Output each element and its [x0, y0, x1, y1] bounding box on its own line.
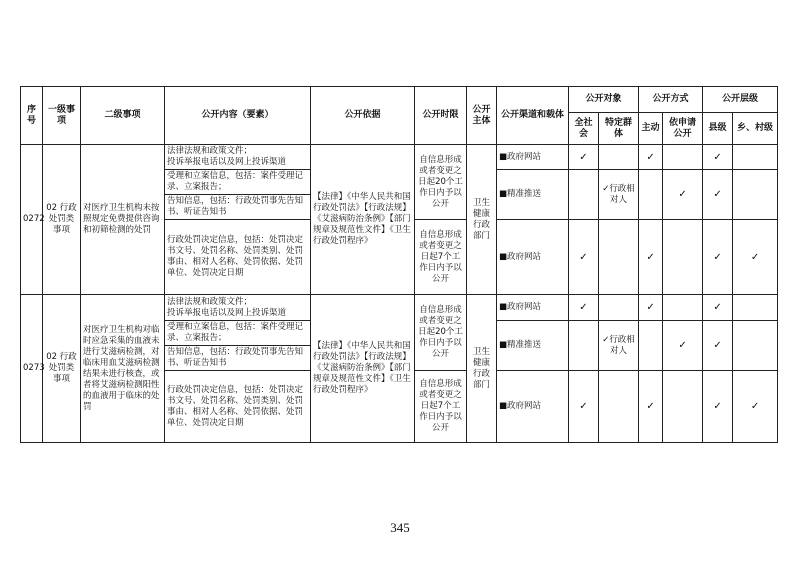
content-decision: 行政处罚决定信息，包括：处罚决定书文号、处罚名称、处罚类别、处罚事由、相对人名称、处罚依据、处罚单位、处罚决定日期 [165, 371, 311, 443]
empty-cell [733, 321, 778, 371]
empty-cell [733, 295, 778, 321]
row-lvl2: 对医疗卫生机构未按照规定免费提供咨询和初筛检测的处罚 [81, 145, 165, 295]
empty-cell [639, 170, 663, 220]
empty-cell [663, 295, 703, 321]
page-number: 345 [390, 520, 410, 535]
empty-cell [663, 145, 703, 170]
header-seq: 序号 [21, 87, 43, 145]
content-accept: 受理和立案信息，包括：案件受理记录、立案报告； [165, 170, 311, 195]
empty-cell [733, 145, 778, 170]
empty-cell [599, 220, 639, 295]
content-accept: 受理和立案信息，包括：案件受理记录、立案报告； [165, 321, 311, 346]
header-channel: 公开渠道和载体 [497, 87, 569, 145]
disclosure-table [20, 86, 778, 443]
channel-gov-site: ■政府网站 [497, 145, 569, 170]
check-town: ✓ [733, 220, 778, 295]
header-lvl1: 一级事项 [43, 87, 81, 145]
row-subject: 卫生健康行政部门 [467, 145, 497, 295]
check-county: ✓ [703, 295, 733, 321]
content-notice: 告知信息，包括：行政处罚事先告知书、听证告知书 [165, 346, 311, 371]
check-active: ✓ [639, 220, 663, 295]
channel-push: ■精准推送 [497, 321, 569, 371]
content-decision: 行政处罚决定信息，包括：处罚决定书文号、处罚名称、处罚类别、处罚事由、相对人名称、处罚依据、处罚单位、处罚决定日期 [165, 220, 311, 295]
check-town: ✓ [733, 371, 778, 443]
check-all: ✓ [569, 145, 599, 170]
row-basis: 【法律】《中华人民共和国行政处罚法》【行政法规】《艾滋病防治条例》【部门规章及规范性文件】《卫生行政处罚程序》 [311, 145, 415, 295]
channel-gov-site: ■政府网站 [497, 371, 569, 443]
channel-gov-site: ■政府网站 [497, 295, 569, 321]
header-county: 县级 [703, 113, 733, 145]
row-time-20: 自信息形成或者变更之日起20个工作日内予以公开 [415, 295, 467, 371]
row-time-20: 自信息形成或者变更之日起20个工作日内予以公开 [415, 145, 467, 220]
row-time-7: 自信息形成或者变更之日起7个工作日内予以公开 [415, 371, 467, 443]
check-all: ✓ [569, 295, 599, 321]
check-active: ✓ [639, 145, 663, 170]
check-specific: ✓行政相对人 [599, 170, 639, 220]
check-county: ✓ [703, 220, 733, 295]
content-line: 法律法规和政策文件； [167, 146, 253, 156]
check-all: ✓ [569, 371, 599, 443]
header-subject: 公开主体 [467, 87, 497, 145]
check-county: ✓ [703, 170, 733, 220]
check-apply: ✓ [663, 321, 703, 371]
header-level: 公开层级 [703, 87, 778, 113]
row-seq: 0272 [21, 145, 43, 295]
empty-cell [599, 145, 639, 170]
check-county: ✓ [703, 145, 733, 170]
empty-cell [639, 321, 663, 371]
header-town: 乡、村级 [733, 113, 778, 145]
header-basis: 公开依据 [311, 87, 415, 145]
row-lvl1: 02 行政处罚类事项 [43, 145, 81, 295]
header-time: 公开时限 [415, 87, 467, 145]
check-county: ✓ [703, 321, 733, 371]
content-line: 法律法规和政策文件； [167, 296, 253, 307]
row-seq: 0273 [21, 295, 43, 443]
empty-cell [663, 371, 703, 443]
empty-cell [733, 170, 778, 220]
check-active: ✓ [639, 371, 663, 443]
header-all: 全社会 [569, 113, 599, 145]
check-apply: ✓ [663, 170, 703, 220]
channel-gov-site: ■政府网站 [497, 220, 569, 295]
check-active: ✓ [639, 295, 663, 321]
row-time-7: 自信息形成或者变更之日起7个工作日内予以公开 [415, 220, 467, 295]
header-active: 主动 [639, 113, 663, 145]
empty-cell [569, 321, 599, 371]
content-policy [165, 295, 311, 321]
header-lvl2: 二级事项 [81, 87, 165, 145]
header-apply: 依申请公开 [663, 113, 703, 145]
row-lvl2: 对医疗卫生机构对临时应急采集的血液未进行艾滋病检测，对临床用血艾滋病检测结果未进行核查，或者将艾滋病检测阳性的血液用于临床的处罚 [81, 295, 165, 443]
content-notice: 告知信息，包括：行政处罚事先告知书、听证告知书 [165, 195, 311, 220]
check-all: ✓ [569, 220, 599, 295]
row-basis: 【法律】《中华人民共和国行政处罚法》【行政法规】《艾滋病防治条例》【部门规章及规范性文件】《卫生行政处罚程序》 [311, 295, 415, 443]
check-county: ✓ [703, 371, 733, 443]
header-specific: 特定群体 [599, 113, 639, 145]
row-lvl1: 02 行政处罚类事项 [43, 295, 81, 443]
channel-push: ■精准推送 [497, 170, 569, 220]
empty-cell [599, 371, 639, 443]
empty-cell [599, 295, 639, 321]
row-subject: 卫生健康行政部门 [467, 295, 497, 443]
check-specific: ✓行政相对人 [599, 321, 639, 371]
empty-cell [663, 220, 703, 295]
content-line: 投诉举报电话以及网上投诉渠道 [167, 307, 287, 318]
header-content: 公开内容（要素） [165, 87, 311, 145]
header-method: 公开方式 [639, 87, 703, 113]
content-policy [165, 145, 311, 170]
content-line: 投诉举报电话以及网上投诉渠道 [167, 157, 287, 167]
header-target: 公开对象 [569, 87, 639, 113]
empty-cell [569, 170, 599, 220]
